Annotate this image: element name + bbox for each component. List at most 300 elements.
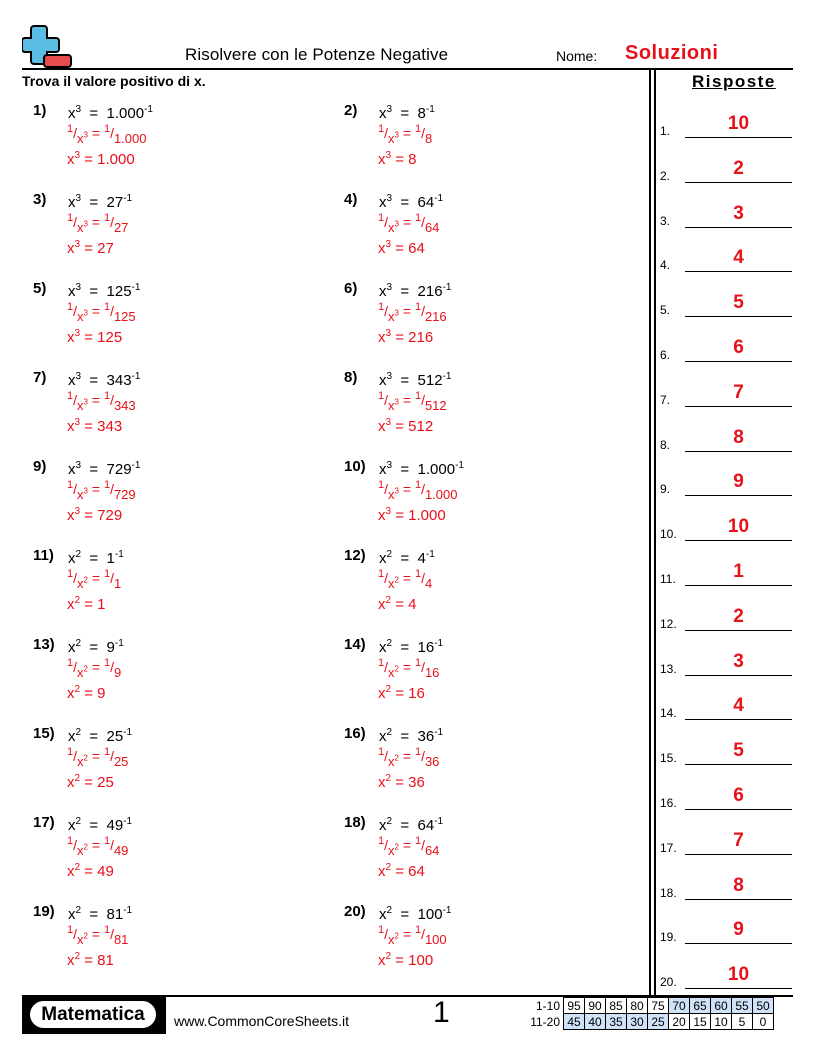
equals: = [402, 570, 412, 586]
denominator [388, 487, 399, 502]
equals: = [395, 952, 404, 969]
exponent: 3 [74, 417, 81, 428]
negative-exponent: -1 [442, 905, 452, 916]
base: 36 [417, 728, 435, 745]
exponent: 2 [83, 842, 88, 852]
fraction-slash: / [421, 214, 425, 230]
exponent: 3 [385, 328, 392, 339]
problem-item [33, 636, 333, 721]
answer-item [660, 332, 792, 362]
problem-question [379, 549, 435, 567]
solution-step-result [378, 150, 417, 168]
problem-number: 6) [344, 280, 358, 297]
variable: x [67, 952, 75, 969]
solution-step-reciprocal [67, 657, 121, 680]
solution-step-result [378, 239, 425, 257]
denominator: 512 [424, 398, 447, 413]
exponent: 3 [74, 328, 81, 339]
equals: = [84, 240, 93, 257]
answer-line [685, 406, 792, 407]
numerator: 1 [67, 746, 74, 758]
answer-item [660, 422, 792, 452]
denominator [388, 754, 399, 769]
variable: x [378, 507, 386, 524]
denominator: 4 [424, 576, 433, 591]
problem-number: 4) [344, 191, 358, 208]
answer-line [685, 585, 792, 586]
equals: = [400, 639, 410, 656]
result-value: 216 [408, 329, 434, 346]
negative-exponent: -1 [455, 460, 464, 471]
numerator: 1 [378, 301, 385, 313]
problem-item [344, 814, 644, 899]
answer-number: 3. [660, 213, 671, 228]
equals: = [89, 461, 99, 478]
answer-item [660, 242, 792, 272]
exponent: 2 [83, 664, 88, 674]
equals: = [84, 774, 93, 791]
equals: = [91, 926, 101, 942]
variable: x [379, 728, 387, 745]
fraction-slash: / [73, 926, 78, 942]
answer-value: 4 [733, 695, 744, 717]
fraction-slash: / [110, 748, 114, 764]
answer-item [660, 870, 792, 900]
equals: = [400, 817, 410, 834]
denominator: 64 [424, 220, 440, 235]
equals: = [402, 481, 412, 497]
problem-number: 9) [33, 458, 47, 475]
base: 64 [417, 817, 435, 834]
problem-item [33, 725, 333, 810]
equals: = [91, 214, 101, 230]
score-cell: 10 [711, 1014, 732, 1030]
score-cell: 20 [669, 1014, 690, 1030]
answer-number: 15. [660, 751, 677, 766]
solution-step-reciprocal [67, 301, 136, 324]
result-value: 729 [97, 507, 123, 524]
score-cell: 95 [564, 998, 585, 1014]
result-value: 16 [408, 685, 425, 702]
solution-step-result [67, 862, 114, 880]
problem-item [33, 191, 333, 276]
equals: = [395, 418, 404, 435]
denominator: 216 [424, 309, 447, 324]
equals: = [91, 570, 101, 586]
exponent: 3 [74, 506, 81, 517]
result-value: 64 [408, 240, 425, 257]
base: 81 [106, 906, 124, 923]
problem-item [344, 369, 644, 454]
answer-item [660, 511, 792, 541]
exponent: 3 [394, 308, 399, 318]
numerator: 1 [103, 212, 111, 224]
variable: x [77, 398, 84, 413]
fraction-slash: / [73, 125, 78, 141]
denominator [77, 843, 88, 858]
numerator: 1 [378, 924, 385, 936]
exponent: 3 [75, 193, 82, 204]
answer-item [660, 287, 792, 317]
answer-item [660, 690, 792, 720]
solution-step-reciprocal [67, 835, 128, 858]
variable: x [378, 329, 386, 346]
negative-exponent: -1 [442, 282, 452, 293]
negative-exponent: -1 [131, 282, 141, 293]
equals: = [89, 194, 99, 211]
fraction-slash: / [73, 303, 78, 319]
result-value: 36 [408, 774, 425, 791]
fraction-slash: / [110, 392, 114, 408]
answer-value: 10 [727, 964, 750, 986]
numerator: 1 [103, 657, 111, 669]
exponent: 2 [394, 575, 399, 585]
solution-step-result [67, 150, 135, 168]
problem-item [33, 814, 333, 899]
variable: x [378, 863, 386, 880]
denominator: 100 [424, 932, 447, 947]
fraction-slash: / [110, 303, 114, 319]
exponent: 2 [75, 816, 82, 827]
exponent: 2 [75, 905, 82, 916]
problem-question [379, 816, 443, 834]
exponent: 2 [385, 773, 392, 784]
problem-number: 15) [33, 725, 55, 742]
variable: x [378, 151, 386, 168]
equals: = [89, 550, 99, 567]
numerator: 1 [378, 479, 385, 491]
answer-line [685, 764, 792, 765]
numerator: 1 [414, 301, 422, 313]
score-cell: 5 [732, 1014, 753, 1030]
denominator: 8 [424, 131, 433, 146]
equals: = [89, 372, 99, 389]
answer-line [685, 271, 792, 272]
result-value: 343 [97, 418, 123, 435]
problem-question [379, 193, 443, 211]
denominator: 1.000 [424, 487, 458, 502]
variable: x [68, 283, 76, 300]
fraction-slash: / [384, 748, 389, 764]
exponent: 3 [83, 486, 88, 496]
fraction-slash: / [421, 748, 425, 764]
variable: x [388, 932, 395, 947]
answer-number: 2. [660, 168, 671, 183]
exponent: 2 [75, 727, 82, 738]
problem-number: 8) [344, 369, 358, 386]
numerator: 1 [378, 746, 385, 758]
denominator [77, 576, 88, 591]
fraction-slash: / [110, 837, 114, 853]
score-cell: 75 [648, 998, 669, 1014]
denominator [388, 309, 399, 324]
variable: x [67, 329, 75, 346]
solution-step-result [67, 506, 122, 524]
numerator: 1 [67, 212, 74, 224]
variable: x [388, 665, 395, 680]
exponent: 2 [385, 684, 392, 695]
score-cell: 35 [606, 1014, 627, 1030]
exponent: 2 [74, 862, 81, 873]
worksheet-title: Risolvere con le Potenze Negative [185, 45, 449, 64]
exponent: 2 [386, 905, 393, 916]
score-cell: 55 [732, 998, 753, 1014]
answer-value: 8 [733, 874, 744, 896]
fraction-slash: / [421, 125, 425, 141]
answer-number: 14. [660, 706, 677, 721]
numerator: 1 [378, 657, 385, 669]
answer-line [685, 809, 792, 810]
answer-line [685, 495, 792, 496]
solution-step-reciprocal [378, 746, 439, 769]
equals: = [395, 863, 404, 880]
negative-exponent: -1 [442, 371, 452, 382]
name-label: Nome: [556, 48, 598, 64]
problem-question [379, 727, 443, 745]
solution-step-result [378, 506, 446, 524]
answer-item [660, 466, 792, 496]
answer-value: 5 [733, 292, 744, 314]
numerator: 1 [67, 390, 74, 402]
variable: x [388, 309, 395, 324]
equals: = [402, 659, 412, 675]
numerator: 1 [378, 835, 385, 847]
exponent: 2 [75, 549, 82, 560]
fraction-slash: / [384, 926, 389, 942]
answer-number: 13. [660, 661, 677, 676]
problem-question [68, 104, 153, 122]
numerator: 1 [103, 746, 111, 758]
problem-question [68, 193, 132, 211]
fraction-slash: / [384, 303, 389, 319]
problem-question [68, 816, 132, 834]
solution-step-reciprocal [67, 479, 136, 502]
negative-exponent: -1 [131, 371, 141, 382]
base: 25 [106, 728, 124, 745]
answer-item [660, 601, 792, 631]
score-cell: 80 [627, 998, 648, 1014]
numerator: 1 [414, 123, 422, 135]
problem-number: 2) [344, 102, 358, 119]
exponent: 2 [386, 727, 393, 738]
answer-line [685, 540, 792, 541]
denominator: 9 [113, 665, 122, 680]
variable: x [77, 843, 84, 858]
solution-step-result [378, 773, 425, 791]
equals: = [89, 728, 99, 745]
fraction-slash: / [73, 214, 78, 230]
exponent: 2 [394, 842, 399, 852]
exponent: 3 [75, 282, 82, 293]
answer-line [685, 630, 792, 631]
solution-step-result [378, 595, 417, 613]
score-row [522, 1014, 774, 1030]
exponent: 2 [386, 549, 393, 560]
fraction-slash: / [421, 659, 425, 675]
variable: x [378, 774, 386, 791]
negative-exponent: -1 [425, 104, 435, 115]
solution-step-result [67, 328, 122, 346]
numerator: 1 [414, 835, 422, 847]
variable: x [379, 283, 387, 300]
exponent: 3 [75, 371, 82, 382]
numerator: 1 [67, 835, 74, 847]
denominator [77, 309, 88, 324]
exponent: 2 [385, 595, 392, 606]
solution-step-result [378, 684, 425, 702]
equals: = [84, 418, 93, 435]
equals: = [91, 392, 101, 408]
exponent: 2 [83, 753, 88, 763]
result-value: 4 [408, 596, 417, 613]
negative-exponent: -1 [123, 727, 133, 738]
problem-number: 11) [33, 547, 54, 564]
answer-number: 12. [660, 616, 677, 631]
equals: = [89, 639, 99, 656]
problem-item [33, 903, 333, 988]
answer-number: 19. [660, 930, 677, 945]
variable: x [77, 220, 84, 235]
variable: x [379, 906, 387, 923]
solution-step-result [67, 239, 114, 257]
negative-exponent: -1 [434, 727, 444, 738]
equals: = [395, 151, 404, 168]
answer-line [685, 361, 792, 362]
exponent: 3 [385, 150, 392, 161]
fraction-slash: / [421, 837, 425, 853]
answer-item [660, 377, 792, 407]
answer-line [685, 451, 792, 452]
answer-number: 6. [660, 348, 671, 362]
solution-step-reciprocal [378, 835, 439, 858]
base: 729 [106, 461, 132, 478]
numerator: 1 [414, 657, 422, 669]
equals: = [84, 151, 93, 168]
answer-number: 17. [660, 840, 677, 855]
fraction-slash: / [110, 659, 114, 675]
denominator [388, 932, 399, 947]
solution-step-result [67, 951, 114, 969]
answer-item [660, 825, 792, 855]
variable: x [68, 461, 76, 478]
fraction-slash: / [73, 481, 78, 497]
variable: x [378, 418, 386, 435]
equals: = [395, 329, 404, 346]
fraction-slash: / [73, 659, 78, 675]
answer-value: 9 [733, 471, 744, 493]
solution-step-reciprocal [67, 212, 128, 235]
problem-number: 5) [33, 280, 47, 297]
problem-item [33, 102, 333, 187]
problem-number: 7) [33, 369, 47, 386]
result-value: 1.000 [408, 507, 446, 524]
equals: = [89, 906, 99, 923]
answer-item [660, 735, 792, 765]
solution-step-reciprocal [378, 390, 447, 413]
negative-exponent: -1 [144, 104, 153, 115]
result-value: 49 [97, 863, 114, 880]
answer-number: 1. [660, 124, 671, 138]
base: 16 [417, 639, 435, 656]
numerator: 1 [378, 123, 385, 135]
problem-item [344, 191, 644, 276]
numerator: 1 [103, 301, 111, 313]
exponent: 2 [74, 773, 81, 784]
score-table [522, 997, 774, 1030]
exponent: 3 [386, 104, 393, 115]
answer-value: 7 [733, 829, 744, 851]
variable: x [378, 240, 386, 257]
answer-value: 8 [733, 426, 744, 448]
exponent: 2 [83, 931, 88, 941]
variable: x [77, 576, 84, 591]
fraction-slash: / [384, 570, 389, 586]
score-cell: 30 [627, 1014, 648, 1030]
denominator [77, 665, 88, 680]
denominator [77, 932, 88, 947]
fraction-slash: / [110, 926, 114, 942]
problem-item [344, 280, 644, 365]
numerator: 1 [103, 568, 111, 580]
exponent: 3 [386, 282, 393, 293]
problem-item [344, 903, 644, 988]
fraction-slash: / [110, 214, 114, 230]
variable: x [77, 754, 84, 769]
denominator [388, 220, 399, 235]
solution-step-result [378, 328, 433, 346]
equals: = [89, 105, 99, 122]
problem-number: 12) [344, 547, 366, 564]
problem-item [344, 102, 644, 187]
problem-number: 14) [344, 636, 366, 653]
problem-question [379, 371, 451, 389]
variable: x [77, 665, 84, 680]
variable: x [379, 550, 387, 567]
answer-value: 2 [733, 157, 744, 179]
base: 8 [417, 105, 426, 122]
numerator: 1 [378, 390, 385, 402]
equals: = [400, 372, 410, 389]
denominator [77, 131, 88, 146]
denominator: 125 [113, 309, 136, 324]
equals: = [91, 748, 101, 764]
exponent: 2 [394, 664, 399, 674]
negative-exponent: -1 [123, 193, 133, 204]
answer-value: 10 [727, 516, 750, 538]
variable: x [388, 843, 395, 858]
numerator: 1 [67, 568, 74, 580]
variable: x [68, 550, 76, 567]
numerator: 1 [414, 212, 422, 224]
solution-step-reciprocal [378, 123, 432, 146]
answer-line [685, 854, 792, 855]
exponent: 2 [394, 931, 399, 941]
answer-value: 6 [733, 785, 744, 806]
solution-step-reciprocal [378, 657, 439, 680]
answer-number: 8. [660, 437, 671, 452]
equals: = [395, 507, 404, 524]
denominator [77, 398, 88, 413]
answer-item [660, 198, 792, 228]
variable: x [67, 774, 75, 791]
equals: = [395, 774, 404, 791]
equals: = [89, 817, 99, 834]
problem-number: 1) [33, 102, 47, 119]
exponent: 3 [83, 130, 88, 140]
denominator [388, 665, 399, 680]
equals: = [400, 283, 410, 300]
solution-step-result [67, 684, 106, 702]
